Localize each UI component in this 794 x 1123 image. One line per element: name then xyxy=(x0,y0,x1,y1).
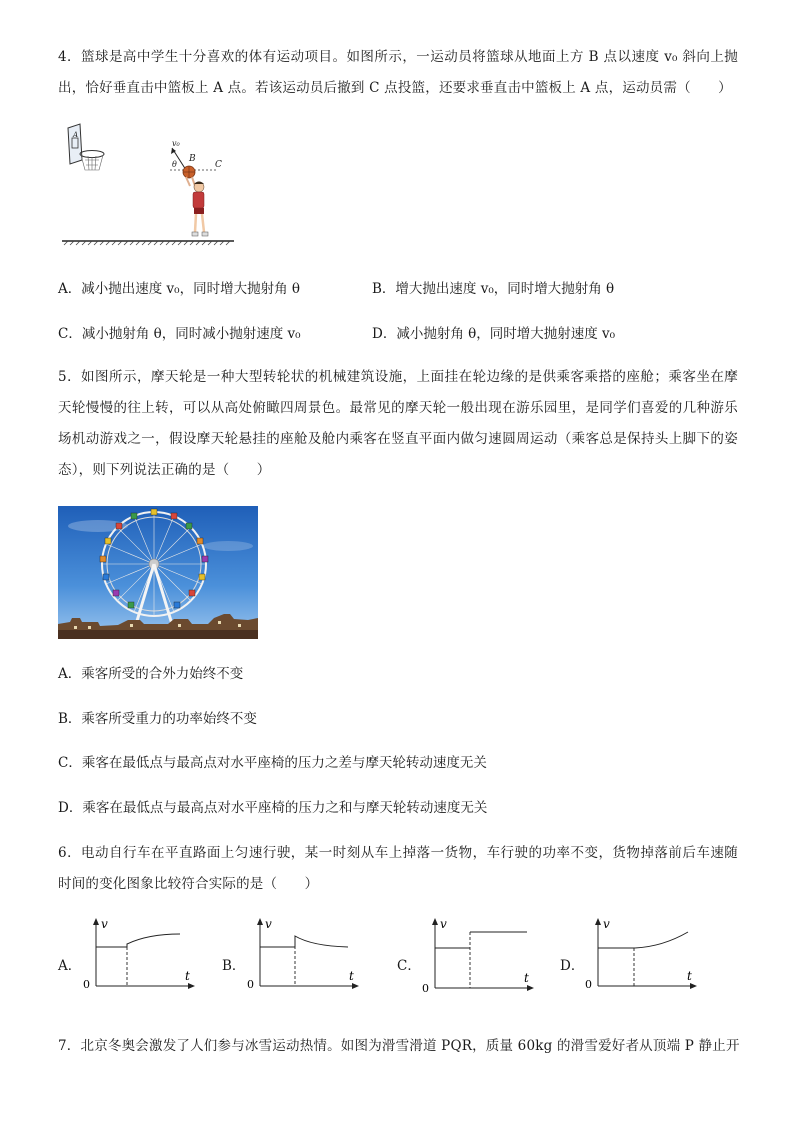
x-label: t xyxy=(349,969,354,983)
backboard xyxy=(68,124,104,170)
y-label: v xyxy=(440,917,447,931)
label-c: C xyxy=(215,160,222,170)
q4-basketball-figure xyxy=(58,120,258,248)
q4-option-d: D．减小抛射角 θ，同时增大抛射速度 v₀ xyxy=(372,326,616,342)
q6-graph-c-label: C． xyxy=(397,958,421,974)
q5-option-b: B．乘客所受重力的功率始终不变 xyxy=(58,711,257,727)
q4-stem: 4．篮球是高中学生十分喜欢的体有运动项目。如图所示，一运动员将篮球从地面上方 B 点以速度 v₀ 斜向上抛出，恰好垂直击中篮板上 A 点。若该运动员后撤到 C 点投篮，还要求垂直击中篮板上 A 点，运动员需（ ） xyxy=(58,49,738,96)
q6-graph-a-label: A． xyxy=(58,958,82,974)
velocity-curve xyxy=(598,932,688,948)
origin-label: 0 xyxy=(422,982,429,995)
q5-stem: 5．如图所示，摩天轮是一种大型转轮状的机械建筑设施，上面挂在轮边缘的是供乘客乘搭的座舱；乘客坐在摩天轮慢慢的往上转，可以从高处俯瞰四周景色。最常见的摩天轮一般出现在游乐园里，是同学们喜爱的几种游乐场机动游戏之一，假设摩天轮悬挂的座舱及舱内乘客在竖直平面内做匀速圆周运动（乘客总是保持头上脚下的姿态），则下列说法正确的是（ ） xyxy=(58,369,738,478)
q6-graph-b-label: B． xyxy=(222,958,246,974)
origin-label: 0 xyxy=(247,978,254,991)
y-label: v xyxy=(101,917,108,931)
hoop xyxy=(80,151,104,158)
label-theta: θ xyxy=(172,160,177,169)
velocity-curve xyxy=(435,932,527,948)
q5-option-d: D．乘客在最低点与最高点对水平座椅的压力之和与摩天轮转动速度无关 xyxy=(58,800,488,816)
label-v0: v₀ xyxy=(172,139,180,148)
y-label: v xyxy=(603,917,610,931)
q5-option-c: C．乘客在最低点与最高点对水平座椅的压力之差与摩天轮转动速度无关 xyxy=(58,755,487,771)
y-label: v xyxy=(265,917,272,931)
velocity-curve xyxy=(96,934,180,947)
origin-label: 0 xyxy=(83,978,90,991)
q5-ferris-wheel-photo xyxy=(58,506,258,639)
player xyxy=(186,177,208,236)
q4-option-b: B．增大抛出速度 v₀，同时增大抛射角 θ xyxy=(372,281,615,297)
q6-graph-c xyxy=(419,914,539,996)
x-label: t xyxy=(687,969,692,983)
x-label: t xyxy=(185,969,190,983)
q4-option-c: C．减小抛射角 θ，同时减小抛射速度 v₀ xyxy=(58,326,301,342)
q6-graph-d-label: D． xyxy=(560,958,585,974)
q6-graph-a xyxy=(80,914,200,996)
q5-option-a: A．乘客所受的合外力始终不变 xyxy=(58,666,244,682)
origin-label: 0 xyxy=(585,978,592,991)
x-label: t xyxy=(524,971,529,985)
q6-stem: 6．电动自行车在平直路面上匀速行驶，某一时刻从车上掉落一货物，车行驶的功率不变，货物掉落前后车速随时间的变化图象比较符合实际的是（ ） xyxy=(58,845,738,892)
q6-graph-b xyxy=(244,914,364,996)
q6-graph-d xyxy=(582,914,702,996)
q7-stem: 7．北京冬奥会激发了人们参与冰雪运动热情。如图为滑雪滑道 PQR，质量 60kg 的滑雪爱好者从顶端 P 静止开 xyxy=(58,1038,740,1054)
velocity-curve xyxy=(260,936,348,947)
q4-option-a: A．减小抛出速度 v₀，同时增大抛射角 θ xyxy=(58,281,300,297)
label-a: A xyxy=(73,131,79,139)
net xyxy=(81,155,103,170)
label-b: B xyxy=(189,154,196,164)
